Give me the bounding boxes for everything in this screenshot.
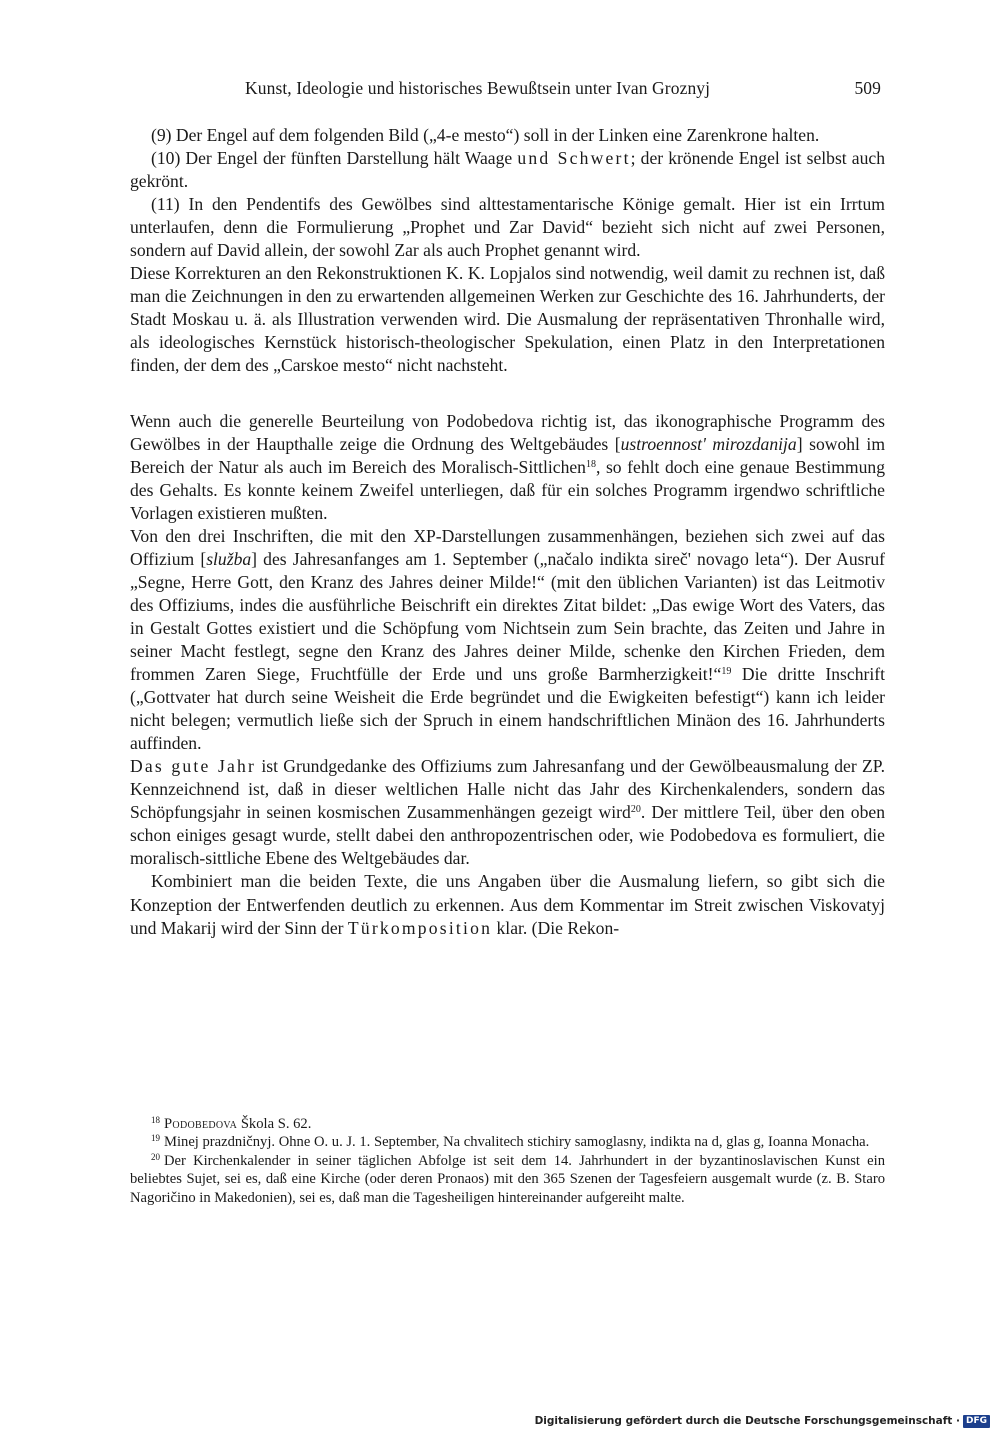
digitization-credit [535, 1414, 990, 1428]
paragraph: Von den drei Inschriften, die mit den XP-Darstellungen zusammenhängen, beziehen sich zwei auf das Offizium [služba] des Jahresanfanges am 1. September („načalo indikta sireč' novago leta“). Der Ausruf „Segne, Herre Gott, den Kranz des Jahres deiner Milde!“ (mit den üblichen Varianten) ist das Leitmotiv des Offiziums, indes die ausführliche Beischrift ein direktes Zitat bildet: „Das ewige Wort des Vaters, das in Gestalt Gottes existiert und die Schöpfung vom Nichtsein zum Sein brachte, das Zeiten und Jahre in seiner Macht festlegt, segne den Kranz des Jahres deiner Milde, schenke den Kirchen Frieden, dem frommen Zaren Siege, Fruchtfülle der Erde und uns große Barmherzigkeit!“$^{19}$ Die dritte Inschrift („Gottvater hat durch seine Weisheit die Erde begründet und die Ewigkeiten befestigt“) kann ich leider nicht belegen; vermutlich ließe sich der Spruch in einem handschriftlichen Minäon des 16. Jahrhunderts auffinden. [130, 525, 885, 754]
page-number: 509 [854, 78, 881, 98]
list-item-11: (11) In den Pendentifs des Gewölbes sind alttestamentarische Könige gemalt. Hier ist ein Irrtum unterlaufen, denn die Formulierung „Prophet und Zar David“ bezieht sich nicht auf zwei Personen, sondern auf David allein, der sowohl Zar als auch Prophet genannt wird. [130, 194, 885, 261]
spaced-emphasis: Das gute Jahr [130, 756, 257, 777]
list-item-9: (9) Der Engel auf dem folgenden Bild („4-e mesto“) soll in der Linken eine Zarenkrone halten. [151, 125, 820, 145]
footnote-18: $^{18}$ Podobedova Škola S. 62. [151, 1115, 312, 1132]
paragraph: Das gute Jahr ist Grundgedanke des Offiziums zum Jahresanfang und der Gewölbeausmalung der ZP. Kennzeichnend ist, daß in dieser weltlichen Halle nicht das Jahr des Kirchenkalenders, sondern das Schöpfungsjahr in seinen kosmischen Zusammenhängen gezeigt wird$^{20}$. Der mittlere Teil, über den oben schon einiges gesagt wurde, stellt dabei den anthropozentrischen oder, wie Podobedova es formuliert, die moralisch-sittliche Ebene des Weltgebäudes dar. [130, 756, 885, 869]
footnote-ref: 20 [630, 804, 641, 816]
running-title: Kunst, Ideologie und historisches Bewußtsein unter Ivan Groznyj [245, 78, 711, 98]
paragraph: Kombiniert man die beiden Texte, die uns Angaben über die Ausmalung liefern, so gibt sich die Konzeption der Entwerfenden deutlich zu erkennen. Aus dem Kommentar im Streit zwischen Viskovatyj und Makarij wird der Sinn der Türkomposition klar. (Die Rekon- [130, 871, 885, 938]
paragraph: Diese Korrekturen an den Rekonstruktionen K. K. Lopjalos sind notwendig, weil damit zu rechnen ist, daß man die Zeichnungen in den zu erwartenden allgemeinen Werken zur Geschichte des 16. Jahrhunderts, der Stadt Moskau u. ä. als Illustration verwenden wird. Die Ausmalung der repräsentativen Thronhalle wird, als ideologisches Kernstück historisch-theologischer Spekulation, einen Platz in den Interpretationen finden, der dem des „Carskoe mesto“ nicht nachsteht. [130, 263, 885, 376]
spaced-emphasis: und Schwert [517, 148, 631, 169]
paragraph: Wenn auch die generelle Beurteilung von Podobedova richtig ist, das ikonographische Programm des Gewölbes in der Haupthalle zeige die Ordnung des Weltgebäudes [ustroennost' mirozdanija] sowohl im Bereich der Natur als auch im Bereich des Moralisch-Sittlichen$^{18}$, so fehlt doch eine genaue Bestimmung des Gehalts. Es konnte keinem Zweifel unterliegen, daß für ein solches Programm irgendwo schriftliche Vorlagen existieren mußten. [130, 410, 886, 523]
footnotes [130, 1115, 885, 1207]
section-gap [130, 378, 885, 410]
footnote-number: 18 [151, 1115, 160, 1125]
list-item-10: (10) Der Engel der fünften Darstellung hält Waage und Schwert; der krönende Engel ist selbst auch gekrönt. [130, 148, 885, 192]
credit-text: Digitalisierung gefördert durch die Deutsche Forschungsgemeinschaft · [534, 1415, 960, 1427]
footnote-number: 19 [151, 1133, 160, 1144]
russian-term: ustroennost' mirozdanija [620, 433, 797, 454]
footnote-20: $^{20}$ Der Kirchenkalender in seiner täglichen Abfolge ist seit dem 14. Jahrhundert in der byzantinoslavischen Kunst ein beliebtes Sujet, sei es, daß eine Kirche (oder deren Pronaos) mit den 365 Szenen der Tagesfeiern ausgemalt wurde (z. B. Staro Nagoričino in Makedonien), sei es, daß man die Tagesheiligen hintereinander aufgereiht malte. [130, 1151, 885, 1206]
footnote-ref: 19 [721, 666, 732, 678]
footnote-number: 20 [151, 1151, 160, 1162]
russian-term: služba [206, 548, 252, 569]
spaced-emphasis: Türkomposition [347, 917, 493, 938]
dfg-logo-icon: DFG [963, 1415, 990, 1428]
footnote-19: $^{19}$ Minej prazdničnyj. Ohne O. u. J. 1. September, Na chvalitech stichiry samoglasny, indikta na d, glas g, Ioanna Monacha. [151, 1133, 870, 1151]
footnote-author: Podobedova [164, 1116, 238, 1132]
footnote-ref: 18 [585, 458, 596, 470]
running-header [130, 78, 885, 104]
main-text [130, 124, 885, 940]
